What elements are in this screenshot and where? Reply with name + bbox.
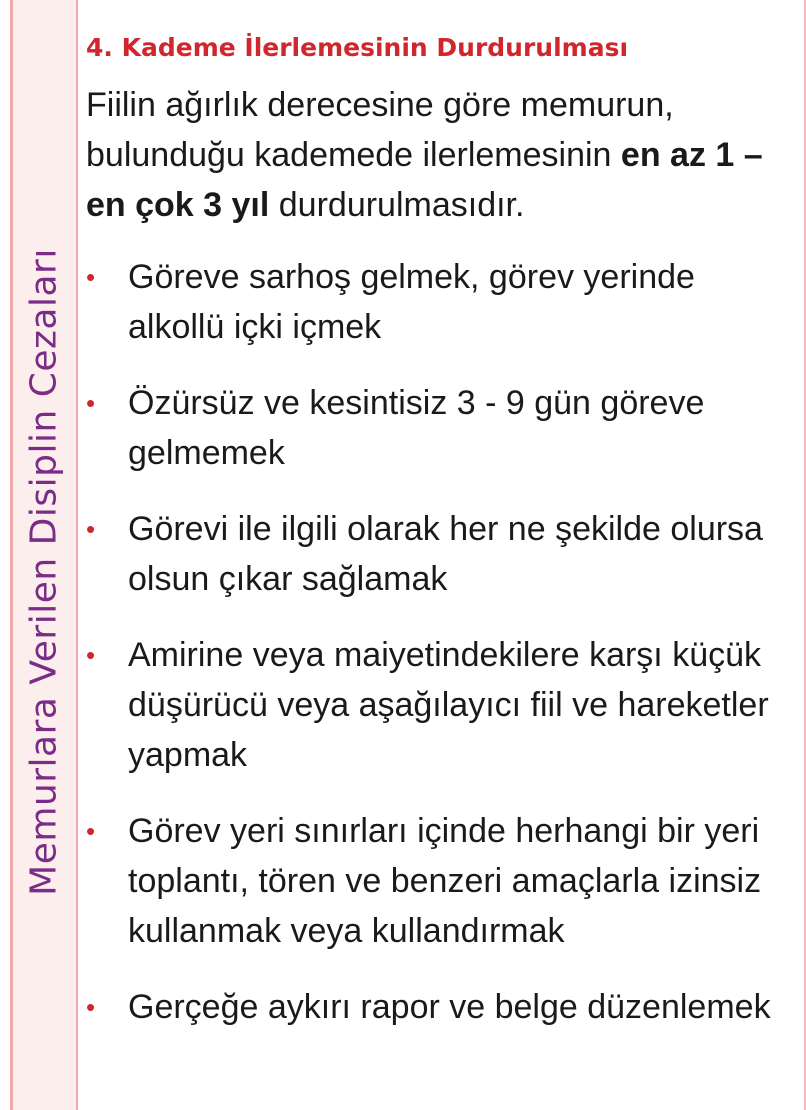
bullet-icon: • <box>86 816 96 846</box>
list-item-text: Görev yeri sınırları içinde herhangi bir yeri toplantı, tören ve benzeri amaçlarla izinsiz kullanmak veya kullandırmak <box>128 812 762 950</box>
intro-text-2: durdurulmasıdır. <box>269 186 525 224</box>
side-title: Memurlara Verilen Disiplin Cezaları <box>23 248 65 896</box>
list-item-text: Amirine veya maiyetindekilere karşı küçük düşürücü veya aşağılayıcı fiil ve hareketler yapmak <box>128 636 769 774</box>
content-area <box>86 28 798 1058</box>
bullet-icon: • <box>86 514 96 544</box>
bullet-icon: • <box>86 992 96 1022</box>
bullet-icon: • <box>86 640 96 670</box>
list-item <box>86 378 798 478</box>
list-item-text: Görevi ile ilgili olarak her ne şekilde olursa olsun çıkar sağlamak <box>128 510 763 598</box>
list-item-text: Gerçeğe aykırı rapor ve belge düzenlemek <box>128 988 771 1026</box>
bullet-icon: • <box>86 262 96 292</box>
list-item <box>86 252 798 352</box>
side-separator-line <box>76 0 78 1110</box>
list-item-text: Özürsüz ve kesintisiz 3 - 9 gün göreve gelmemek <box>128 384 705 472</box>
list-item-text: Göreve sarhoş gelmek, görev yerinde alkollü içki içmek <box>128 258 695 346</box>
offense-list <box>86 252 798 1032</box>
intro-bold-text: en az 1 – en çok 3 yıl <box>86 136 763 224</box>
list-item <box>86 630 798 780</box>
intro-text-1: Fiilin ağırlık derecesine göre memurun, bulunduğu kademede ilerlemesinin <box>86 86 674 174</box>
intro-paragraph <box>86 80 798 230</box>
section-heading: 4. Kademe İlerlemesinin Durdurulması <box>86 33 629 62</box>
list-item <box>86 982 798 1032</box>
list-item <box>86 504 798 604</box>
bullet-icon: • <box>86 388 96 418</box>
list-item <box>86 806 798 956</box>
